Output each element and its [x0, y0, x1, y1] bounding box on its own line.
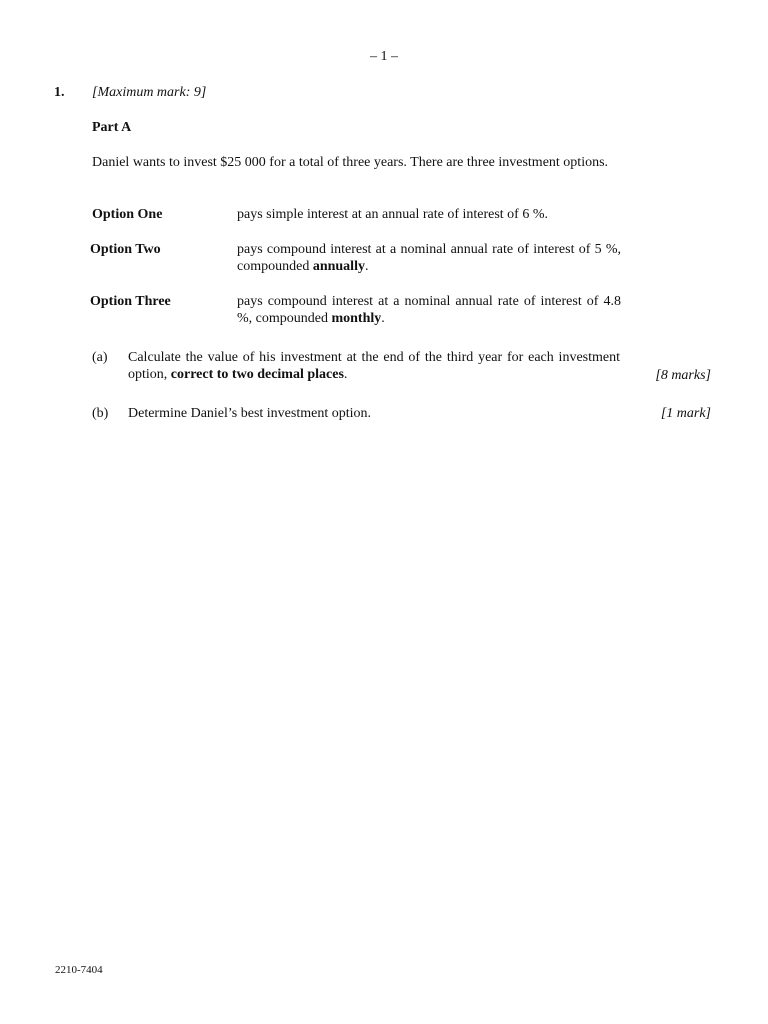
option-two-end: . — [364, 259, 369, 274]
option-three-text: pays compound interest at a nominal annual rate of interest of 4.8 %, compounded — [237, 294, 621, 326]
part-a-marks: [8 marks] — [655, 368, 711, 383]
intro-paragraph: Daniel wants to invest $25 000 for a total of three years. There are three investment options. — [92, 155, 609, 170]
option-one-description — [237, 206, 621, 223]
option-three-end: . — [381, 311, 385, 326]
part-a-text-end: . — [343, 367, 348, 382]
option-two-text: pays compound interest at a nominal annual rate of interest of 5 %, compounded — [237, 242, 621, 274]
option-three-description — [237, 293, 621, 327]
part-b-marks: [1 mark] — [660, 406, 711, 421]
option-one-label: Option One — [92, 207, 163, 222]
question-number: 1. — [54, 85, 65, 100]
part-a-text — [128, 349, 620, 383]
option-three-label: Option Three — [90, 294, 171, 309]
part-heading: Part A — [92, 120, 132, 135]
option-one-text: pays simple interest at an annual rate of interest of 6 %. — [237, 207, 549, 222]
part-b-label: (b) — [92, 406, 109, 421]
footer-code: 2210-7404 — [55, 964, 103, 976]
part-a-text-main: Calculate the value of his investment at the end of the third year for each investment option, — [128, 350, 620, 382]
option-two-label: Option Two — [90, 242, 161, 257]
option-three-bold: monthly — [331, 311, 382, 326]
part-a-text-bold: correct to two decimal places — [170, 367, 344, 382]
option-two-bold: annually — [312, 259, 365, 274]
part-b-text: Determine Daniel’s best investment option. — [128, 406, 372, 421]
page-number: – 1 – — [370, 49, 398, 64]
option-two-description — [237, 241, 621, 275]
part-a-label: (a) — [92, 350, 108, 365]
maximum-mark: [Maximum mark: 9] — [92, 85, 207, 100]
